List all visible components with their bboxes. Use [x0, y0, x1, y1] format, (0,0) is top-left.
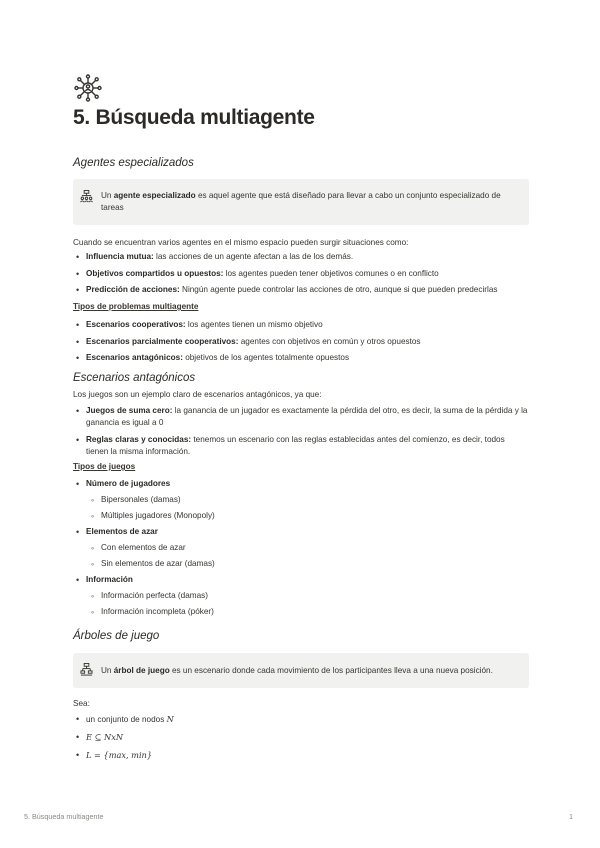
sub-list-item: ◦ Múltiples jugadores (Monopoly) — [73, 510, 533, 522]
heading-agentes-especializados: Agentes especializados — [73, 157, 194, 169]
sub-list-item: ◦ Información perfecta (damas) — [73, 590, 533, 602]
page-title: 5. Búsqueda multiagente — [73, 106, 315, 129]
list-item: • Objetivos compartidos u opuestos: los agentes pueden tener objetivos comunes o en conflicto — [73, 268, 533, 280]
network-agent-icon — [73, 73, 103, 103]
sub-list-item: ◦ Bipersonales (damas) — [73, 494, 533, 506]
callout-text: Un árbol de juego es un escenario donde cada movimiento de los participantes lleva a una nueva posición. — [101, 666, 493, 675]
list-item: • Escenarios antagónicos: objetivos de los agentes totalmente opuestos — [73, 352, 533, 364]
list-item: • Número de jugadores ◦ Bipersonales (damas) ◦ Múltiples jugadores (Monopoly) — [73, 478, 533, 522]
game-types-list — [73, 478, 533, 618]
list-item: • Reglas claras y conocidas: tenemos un escenario con las reglas establecidas antes del comienzo, es decir, todos tienen la misma información. — [73, 434, 529, 458]
sea-paragraph: Sea: — [73, 699, 90, 708]
list-item: • Predicción de acciones: Ningún agente puede controlar las acciones de otro, aunque si que pueden predecirlas — [73, 284, 533, 296]
heading-escenarios-antagonicos: Escenarios antagónicos — [73, 372, 196, 384]
page-number: 1 — [569, 812, 573, 821]
math-expression: L = {max, min} — [86, 750, 153, 760]
definitions-list — [73, 713, 533, 762]
intro-paragraph: Cuando se encuentran varios agentes en el mismo espacio pueden surgir situaciones como: — [73, 238, 409, 247]
footer-title: 5. Búsqueda multiagente — [24, 812, 104, 821]
list-item: • Elementos de azar ◦ Con elementos de azar ◦ Sin elementos de azar (damas) — [73, 526, 533, 570]
list-item: • Influencia mutua: las acciones de un agente afectan a las de los demás. — [73, 251, 533, 263]
intro-paragraph: Los juegos son un ejemplo claro de escenarios antagónicos, ya que: — [73, 390, 322, 399]
list-item — [73, 749, 533, 762]
math-expression: N — [166, 714, 174, 724]
list-item: • Escenarios cooperativos: los agentes tienen un mismo objetivo — [73, 319, 533, 331]
callout-agente-especializado — [73, 179, 529, 225]
subtitle-tipos-juegos: Tipos de juegos — [73, 462, 136, 471]
problem-types-list — [73, 319, 533, 364]
sub-list-item: ◦ Información incompleta (póker) — [73, 606, 533, 618]
sub-list-item: ◦ Con elementos de azar — [73, 542, 533, 554]
team-icon — [80, 190, 93, 203]
list-item: • Juegos de suma cero: la ganancia de un jugador es exactamente la pérdida del otro, es decir, la suma de la pérdida y la ganancia es igual a 0 — [73, 405, 529, 429]
callout-text: Un agente especializado es aquel agente que está diseñado para llevar a cabo un conjunto especializado de tareas — [101, 191, 501, 212]
sub-list-item: ◦ Sin elementos de azar (damas) — [73, 558, 533, 570]
games-features-list — [73, 405, 529, 458]
callout-arbol-de-juego — [73, 653, 529, 688]
list-item — [73, 731, 533, 744]
subtitle-tipos-problemas: Tipos de problemas multiagente — [73, 302, 199, 311]
tree-icon — [80, 663, 93, 676]
list-item: • Información ◦ Información perfecta (damas) ◦ Información incompleta (póker) — [73, 574, 533, 618]
list-item: • un conjunto de nodos N — [73, 713, 533, 726]
situations-list — [73, 251, 533, 296]
math-expression: E ⊆ NxN — [86, 732, 123, 742]
heading-arboles-de-juego: Árboles de juego — [73, 630, 160, 642]
list-item: • Escenarios parcialmente cooperativos: agentes con objetivos en común y otros opuestos — [73, 336, 533, 348]
